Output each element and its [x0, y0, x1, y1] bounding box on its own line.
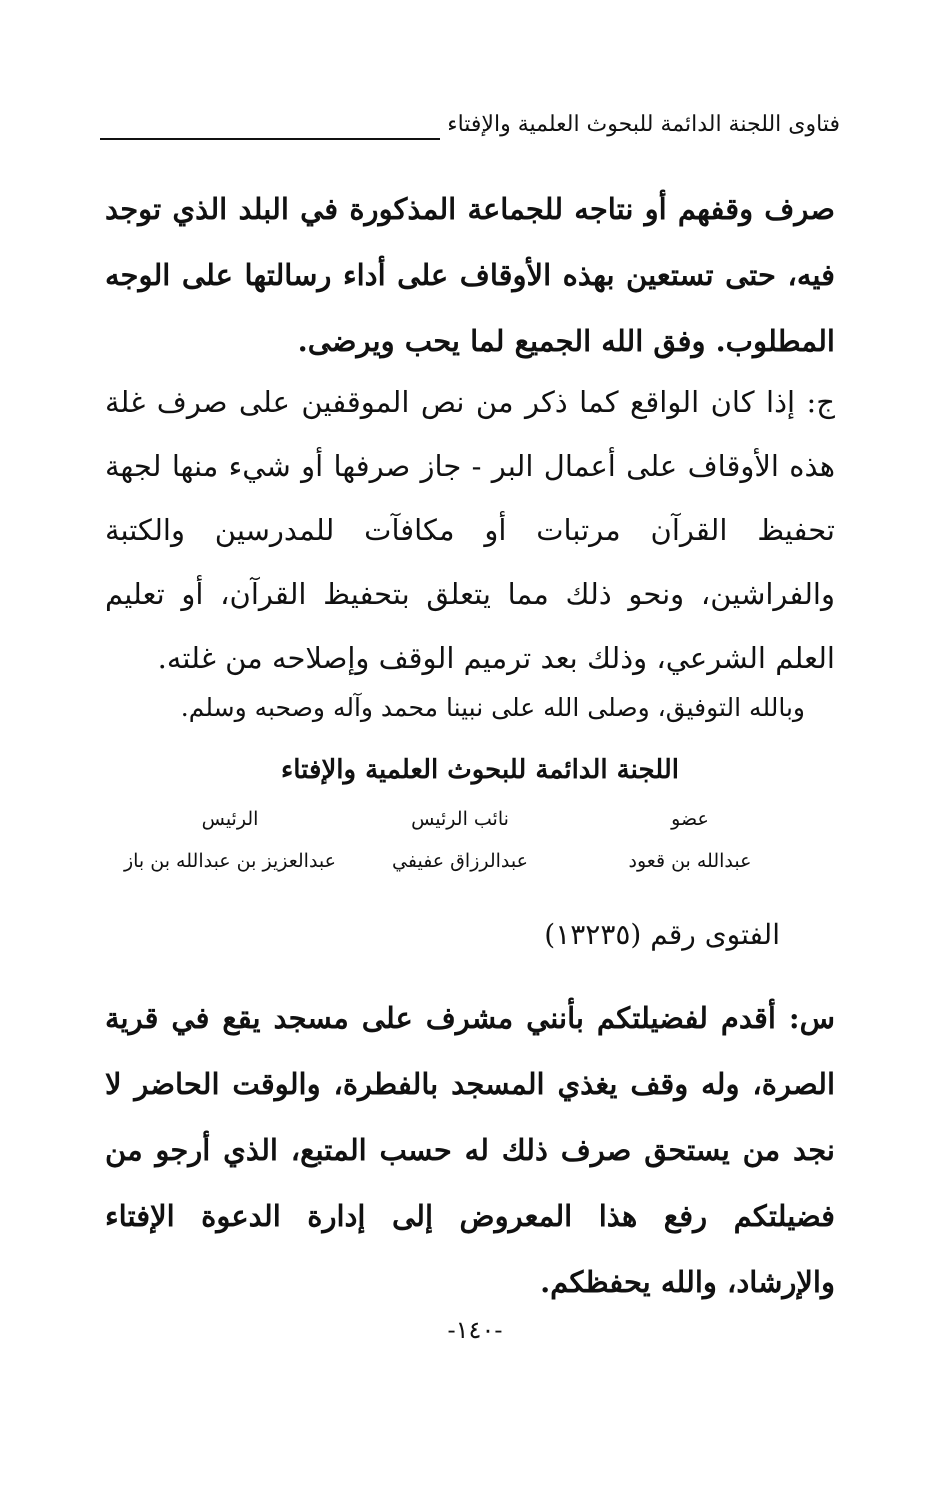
- closing-prayer: وبالله التوفيق، وصلى الله على نبينا محمد وآله وصحبه وسلم.: [180, 693, 805, 722]
- committee-title: اللجنة الدائمة للبحوث العلمية والإفتاء: [281, 755, 679, 785]
- role-president: الرئيس: [201, 808, 259, 830]
- role-member: عضو: [671, 808, 709, 830]
- question-continuation-text: صرف وقفهم أو نتاجه للجماعة المذكورة في البلد الذي توجد فيه، حتى تستعين بهذه الأوقاف على أداء رسالتها على الوجه المطلوب. وفق الله الجميع لما يحب ويرضى.: [105, 192, 835, 358]
- name-member: عبدالله بن قعود: [628, 850, 752, 872]
- new-question-text: س: أقدم لفضيلتكم بأنني مشرف على مسجد يقع في قرية الصرة، وله وقف يغذي المسجد بالفطرة، والوقت الحاضر لا نجد من يستحق صرف ذلك له حسب المتبع، الذي أرجو من فضيلتكم رفع هذا المعروض إلى إدارة الدعوة الإفتاء والإرشاد، والله يحفظكم.: [105, 1001, 835, 1299]
- header-title: فتاوى اللجنة الدائمة للبحوث العلمية والإفتاء: [447, 112, 840, 137]
- header-rule: [100, 138, 440, 140]
- signatory-roles: [120, 808, 800, 830]
- name-vice-president: عبدالرزاق عفيفي: [392, 850, 528, 872]
- page-header: [100, 112, 840, 152]
- answer-block: [105, 370, 835, 690]
- question-continuation: [105, 176, 835, 374]
- fatwa-number: الفتوى رقم (١٣٢٣٥): [544, 918, 780, 951]
- new-question: [105, 985, 835, 1315]
- name-president: عبدالعزيز بن عبدالله بن باز: [123, 850, 337, 872]
- answer-text: ج: إذا كان الواقع كما ذكر من نص الموقفين على صرف غلة هذه الأوقاف على أعمال البر - جاز صرفها أو شيء منها لجهة تحفيظ القرآن مرتبات أو مكافآت للمدرسين والكتبة والفراشين، ونحو ذلك مما يتعلق بتحفيظ القرآن، أو تعليم العلم الشرعي، وذلك بعد ترميم الوقف وإصلاحه من غلته.: [105, 385, 835, 675]
- role-vice-president: نائب الرئيس: [411, 808, 509, 830]
- page-number: -١٤٠-: [447, 1316, 503, 1344]
- signatory-names: [120, 850, 800, 872]
